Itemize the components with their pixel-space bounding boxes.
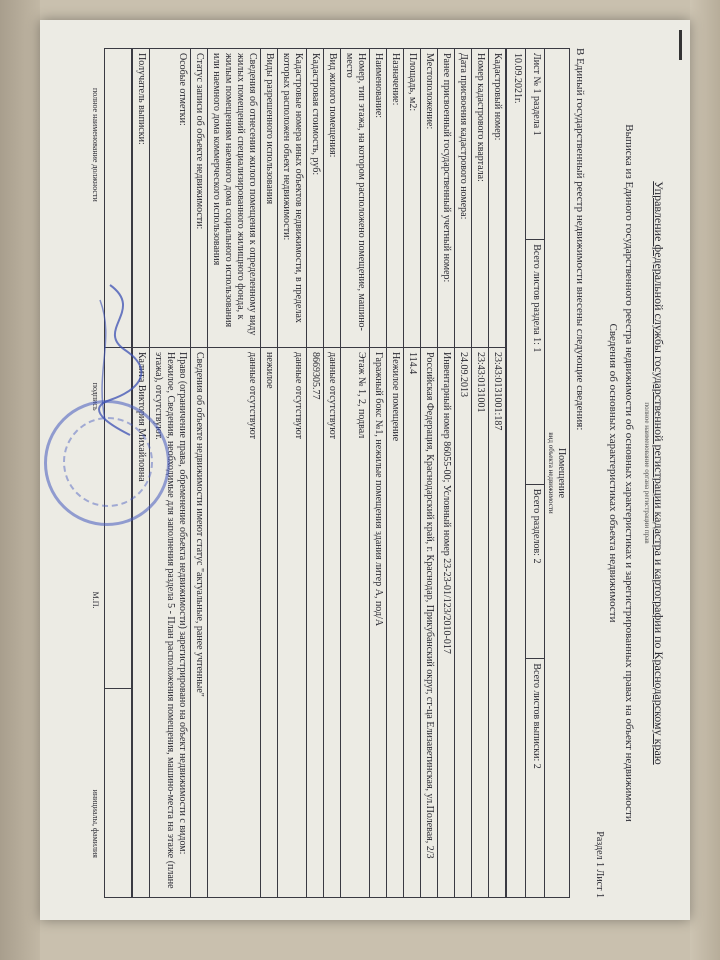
background-left [0, 0, 40, 960]
total-sheets-extract: Всего листов выписки: 2 [525, 659, 544, 898]
total-sheets-section: Всего листов раздела 1: 1 [525, 240, 544, 485]
object-type-caption: вид объекта недвижимости [547, 432, 555, 514]
row-label: Кадастровый номер: [488, 49, 505, 348]
stamp-caption: М.П. [90, 591, 100, 609]
row-value: данные отсутствуют [277, 348, 306, 898]
object-type-value: Помещение [556, 447, 567, 499]
row-label: Местоположение: [420, 49, 437, 348]
section-ref: Раздел 1 Лист 1 [594, 831, 605, 898]
table-row [340, 49, 369, 898]
row-value: данные отсутствуют [207, 348, 260, 898]
table-row [306, 49, 323, 898]
sign-caption: подпись [90, 382, 100, 411]
row-value: 8669305.77 [306, 348, 323, 898]
row-label: Виды разрешенного использования [260, 49, 277, 348]
row-value: 23:43:0131001 [471, 348, 488, 898]
row-label: Ранее присвоенный государственный учетный номер: [437, 49, 454, 348]
table-row [437, 49, 454, 898]
row-label: Получатель выписки: [132, 49, 149, 348]
table-row [207, 49, 260, 898]
signature-name-cell [104, 689, 131, 898]
row-value: данные отсутствуют [323, 348, 340, 898]
table-row [323, 49, 340, 898]
row-label: Статус записи об объекте недвижимости: [190, 49, 207, 348]
total-sections: Всего разделов: 2 [525, 484, 544, 659]
row-value: Инвентарный номер 86055-00; Условный номер 23-23-01/123/2010-017 [437, 348, 454, 898]
table-row [488, 49, 505, 898]
row-value: 23:43:0131001:187 [488, 348, 505, 898]
corner-mark [679, 30, 682, 60]
row-value: Калита Виктория Михайловна [132, 348, 149, 898]
register-line: В Единый государственный реестр недвижимости внесены следующие сведения: [574, 48, 586, 431]
row-value: Право (ограничение права, обременение объекта недвижимости) зарегистрировано на объект недвижимости с видом: Нежилое, Сведения, необходимые для заполнения раздела 5 - План расположения помещения, машино-места на этаже (плане этажа), отсутствуют. [149, 348, 190, 898]
table-row [403, 49, 420, 898]
authority-caption: полное наименование органа регистрации прав [643, 402, 651, 544]
document-title: Выписка из Единого государственного реестра недвижимости об основных характеристиках и зарегистрированных правах на объект недвижимости [623, 124, 635, 822]
row-label: Сведения об отнесении жилого помещения к определенному виду жилых помещений специализированного жилищного фонда, к жилым помещениям наемного дома социального использования или наемного дома коммерческого использования [207, 49, 260, 348]
sheet-number: Лист № 1 раздела 1 [525, 49, 544, 240]
row-label: Площадь, м2: [403, 49, 420, 348]
row-label: Особые отметки: [149, 49, 190, 348]
document-sheet [40, 20, 690, 920]
table-row [190, 49, 207, 898]
object-type [544, 49, 569, 898]
document-body [91, 48, 670, 898]
table-row [277, 49, 306, 898]
section-title: Сведения об основных характеристиках объекта недвижимости [607, 323, 619, 623]
row-label: Номер кадастрового квартала: [471, 49, 488, 348]
table-row [471, 49, 488, 898]
table-row [386, 49, 403, 898]
row-value: Нежилое помещение [386, 348, 403, 898]
row-value: Этаж № 1, 2, подвал [340, 348, 369, 898]
handwritten-signature [90, 280, 150, 440]
row-value: 24.09.2013 [454, 348, 471, 898]
data-table [132, 48, 506, 898]
row-value: нежилое [260, 348, 277, 898]
table-row [260, 49, 277, 898]
row-label: Номер, тип этажа, на котором расположено помещение, машино-место [340, 49, 369, 348]
row-label: Наименование: [369, 49, 386, 348]
meta-table [506, 48, 570, 898]
row-value: Российская Федерация, Краснодарский край, г. Краснодар, Прикубанский округ, ст-ца Елизаветинская, ул.Полевая, 2/3 [420, 348, 437, 898]
row-value: Гаражный бокс №1, нежилые помещения здания литер А, под/А [369, 348, 386, 898]
table-row [369, 49, 386, 898]
extract-date: 10.09.2021г. [506, 49, 525, 898]
initials-caption: инициалы, фамилия [90, 789, 100, 858]
row-value: 114.4 [403, 348, 420, 898]
row-value: Сведения об объекте недвижимости имеют статус "актуальные, ранее учтенные" [190, 348, 207, 898]
row-label: Кадастровая стоимость, руб: [306, 49, 323, 348]
table-row [454, 49, 471, 898]
row-label: Вид жилого помещения: [323, 49, 340, 348]
row-label: Кадастровые номера иных объектов недвижимости, в пределах которых расположен объект недвижимости: [277, 49, 306, 348]
row-label: Дата присвоения кадастрового номера: [454, 49, 471, 348]
background-right [690, 0, 720, 960]
authority-name: Управление федеральной службы государственной регистрации кадастра и картографии по Краснодарскому краю [652, 181, 666, 765]
position-caption: полное наименование должности [90, 88, 100, 202]
row-label: Назначение: [386, 49, 403, 348]
table-row [420, 49, 437, 898]
